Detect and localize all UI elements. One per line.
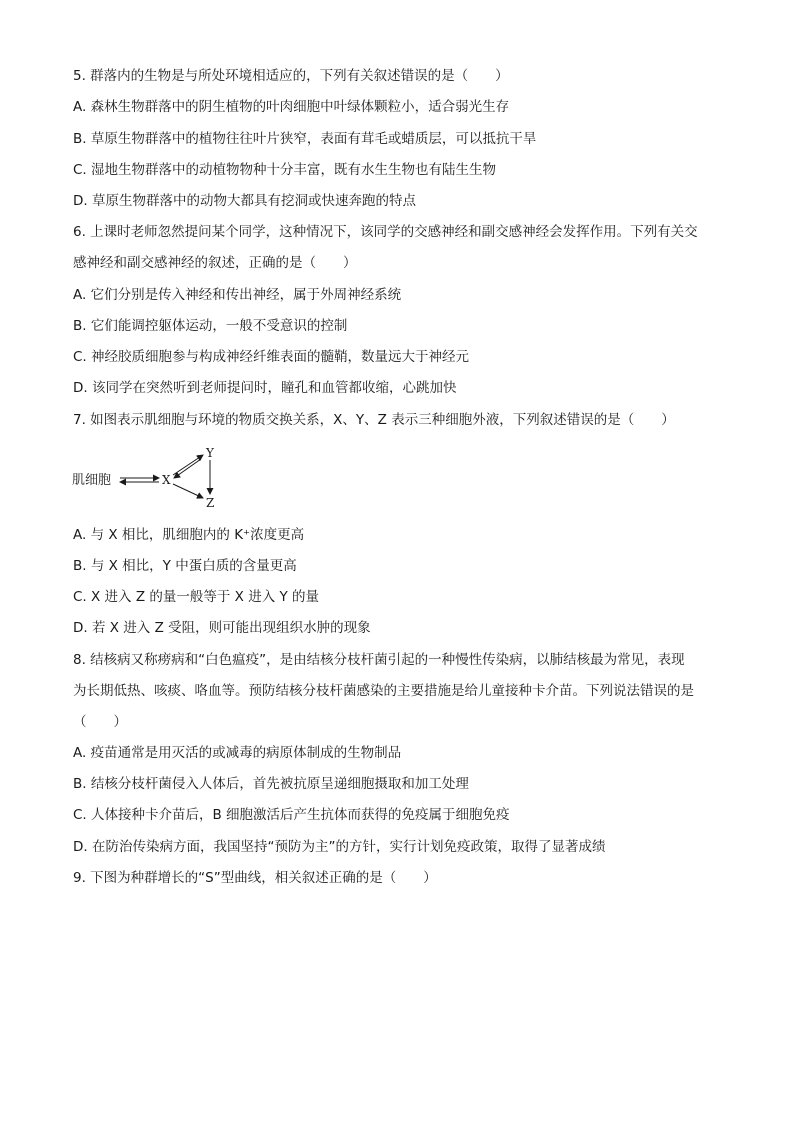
q7-option-b: B. 与 X 相比，Y 中蛋白质的含量更高 [73,558,297,574]
q6-stem-line2: 感神经和副交感神经的叙述，正确的是（ ） [73,255,357,271]
q9-stem: 9. 下图为种群增长的“S”型曲线，相关叙述正确的是（ ） [73,870,437,886]
q8-option-a: A. 疫苗通常是用灭活的或减毒的病原体制成的生物制品 [73,745,402,761]
q8-option-d: D. 在防治传染病方面，我国坚持“预防为主”的方针，实行计划免疫政策，取得了显著成绩 [73,839,606,855]
q6-option-d: D. 该同学在突然听到老师提问时，瞳孔和血管都收缩，心跳加快 [73,380,457,396]
q8-option-c: C. 人体接种卡介苗后，B 细胞激活后产生抗体而获得的免疫属于细胞免疫 [73,807,510,823]
q6-option-b: B. 它们能调控躯体运动，一般不受意识的控制 [73,318,348,334]
q5-option-a: A. 森林生物群落中的阴生植物的叶肉细胞中叶绿体颗粒小，适合弱光生存 [73,99,510,115]
cell-label: 肌细胞 [72,473,112,488]
arrow-y-to-x [174,459,201,478]
y-label: Y [206,446,214,460]
q8-stem-line2: 为长期低热、咳痰、咯血等。预防结核分枝杆菌感染的主要措施是给儿童接种卡介苗。下列说法错误的是 [73,683,694,699]
fluid-exchange-diagram [70,444,240,510]
q6-option-c: C. 神经胶质细胞参与构成神经纤维表面的髓鞘，数量远大于神经元 [73,349,470,365]
arrow-x-to-z [173,484,203,498]
q7-option-d: D. 若 X 进入 Z 受阻，则可能出现组织水肿的现象 [73,620,371,636]
q7-option-c: C. X 进入 Z 的量一般等于 X 进入 Y 的量 [73,589,320,605]
q6-stem-line1: 6. 上课时老师忽然提问某个同学，这种情况下，该同学的交感神经和副交感神经会发挥作用。下列有关交 [73,224,698,240]
q8-stem-line1: 8. 结核病又称痨病和“白色瘟疫”，是由结核分枝杆菌引起的一种慢性传染病，以肺结核最为常见，表现 [73,652,685,668]
q5-option-d: D. 草原生物群落中的动物大都具有挖洞或快速奔跑的特点 [73,193,416,209]
q5-stem: 5. 群落内的生物是与所处环境相适应的，下列有关叙述错误的是（ ） [73,68,509,84]
q5-option-b: B. 草原生物群落中的植物往往叶片狭窄，表面有茸毛或蜡质层，可以抵抗干旱 [73,131,537,147]
q8-option-b: B. 结核分枝杆菌侵入人体后，首先被抗原呈递细胞摄取和加工处理 [73,776,469,792]
arrow-x-to-y [173,455,203,475]
q6-option-a: A. 它们分别是传入神经和传出神经，属于外周神经系统 [73,287,402,303]
q5-option-c: C. 湿地生物群落中的动植物物种十分丰富，既有水生生物也有陆生生物 [73,162,497,178]
x-label: X [162,473,171,487]
z-label: Z [206,496,215,510]
q8-stem-line3: （ ） [73,714,127,730]
q7-stem: 7. 如图表示肌细胞与环境的物质交换关系，X、Y、Z 表示三种细胞外液，下列叙述错误的是（ ） [73,412,675,428]
q7-option-a: A. 与 X 相比，肌细胞内的 K⁺浓度更高 [73,527,305,543]
